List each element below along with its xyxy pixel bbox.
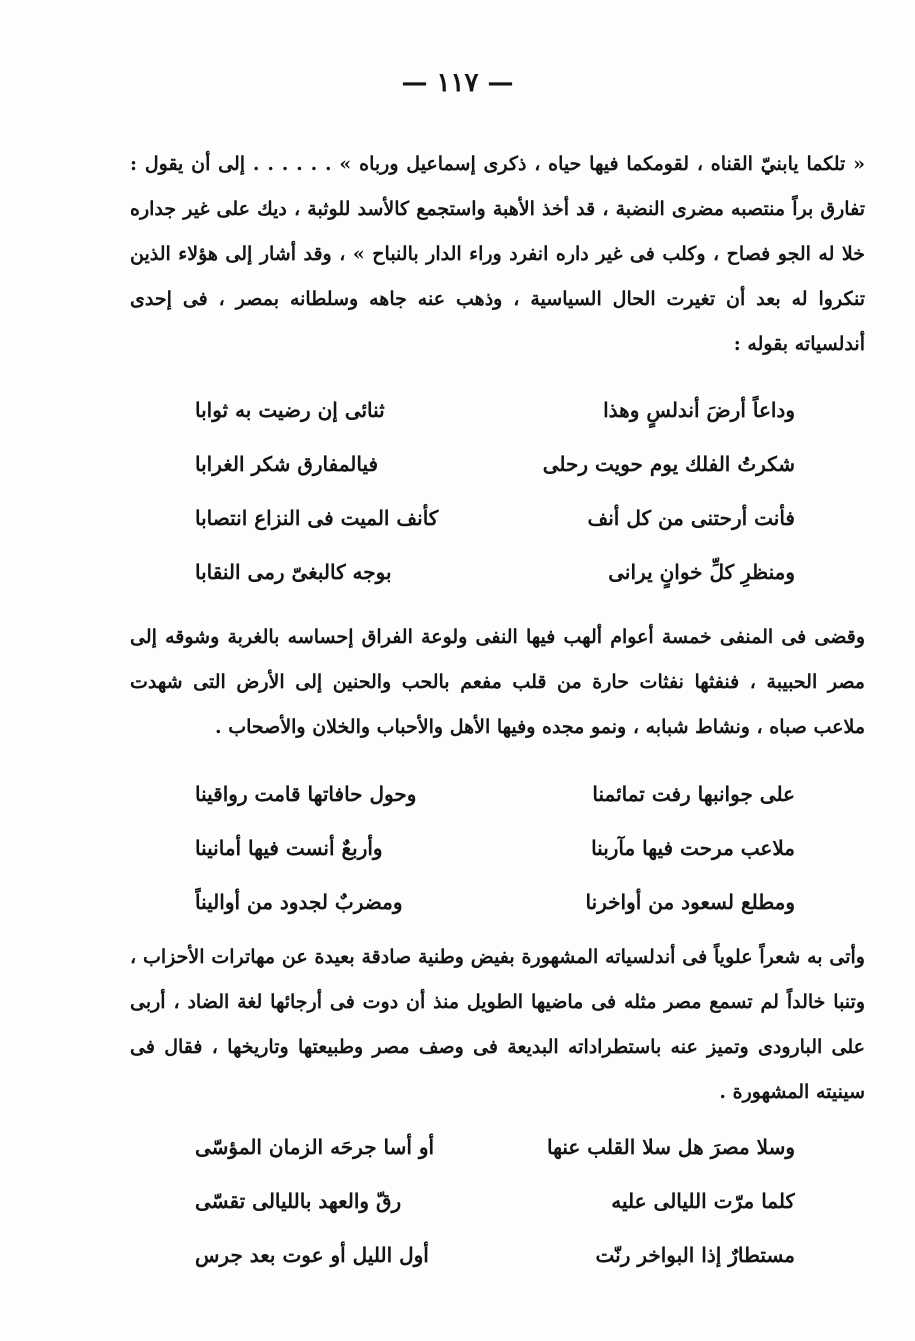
verse-second-hemistich: أول الليل أو عوت بعد جرس — [195, 1243, 429, 1267]
verse — [195, 383, 795, 437]
verse-second-hemistich: وحول حافاتها قامت رواقينا — [195, 782, 417, 806]
poem-3 — [195, 1120, 795, 1282]
verse — [195, 545, 795, 599]
verse-first-hemistich: ملاعب مرحت فيها مآربنا — [591, 836, 795, 860]
verse-first-hemistich: وسلا مصرَ هل سلا القلب عنها — [547, 1135, 795, 1159]
verse — [195, 767, 795, 821]
paragraph-3: وأتى به شعراً علوياً فى أندلسياته المشهورة بفيض وطنية صادقة بعيدة عن مهاترات الأحزاب ، وتنبا خالداً لم تسمع مصر مثله فى ماضيها الطويل منذ أن دوت فى أرجائها لغة الضاد ، أربى على البارودى وتميز عنه باستطراداته البديعة فى وصف مصر وطبيعتها وتاريخها ، فقال فى سينيته المشهورة . — [130, 946, 865, 1103]
verse-second-hemistich: ثنائى إن رضيت به ثوابا — [195, 398, 385, 422]
verse-first-hemistich: وداعاً أرضَ أندلسٍ وهذا — [603, 398, 795, 422]
verse-second-hemistich: كأنف الميت فى النزاع انتصابا — [195, 506, 439, 530]
page-number: — ١١٧ — — [401, 68, 514, 98]
verse-first-hemistich: مستطارٌ إذا البواخر رنّت — [595, 1243, 795, 1267]
verse — [195, 491, 795, 545]
verse-first-hemistich: ومنظرِ كلِّ خوانٍ يرانى — [608, 560, 795, 584]
verse-second-hemistich: ومضربٌ لجدود من أواليناً — [195, 890, 403, 914]
verse — [195, 1120, 795, 1174]
poem-1 — [195, 383, 795, 599]
verse-first-hemistich: شكرتُ الفلك يوم حويت رحلى — [542, 452, 795, 476]
verse — [195, 821, 795, 875]
verse — [195, 875, 795, 929]
paragraph-1: « تلكما يابنيّ القناه ، لقومكما فيها حياه ، ذكرى إسماعيل ورباه » . . . . . . إلى أن يقول : تفارق براً منتصبه مضرى النضبة ، قد أخذ الأهبة واستجمع كالأسد للوثبة ، ديك على غير جداره خلا له الجو فصاح ، وكلب فى غير داره انفرد وراء الدار بالنباح » ، وقد أشار إلى هؤلاء الذين تنكروا له بعد أن تغيرت الحال السياسية ، وذهب عنه جاهه وسلطانه بمصر ، فى إحدى أندلسياته بقوله : — [130, 153, 865, 355]
verse-first-hemistich: ومطلع لسعود من أواخرنا — [585, 890, 795, 914]
poem-2 — [195, 767, 795, 929]
verse-first-hemistich: على جوانبها رفت تمائمنا — [592, 782, 795, 806]
verse-second-hemistich: وأربعٌ أنست فيها أمانينا — [195, 836, 383, 860]
verse-second-hemistich: بوجه كالبغىّ رمى النقابا — [195, 560, 392, 584]
verse — [195, 1228, 795, 1282]
verse-second-hemistich: فيالمفارق شكر الغرابا — [195, 452, 379, 476]
verse-second-hemistich: أو أسا جرحَه الزمان المؤسّى — [195, 1135, 435, 1159]
verse — [195, 1174, 795, 1228]
verse-second-hemistich: رقّ والعهد بالليالى تقسّى — [195, 1189, 402, 1213]
verse — [195, 437, 795, 491]
verse-first-hemistich: كلما مرّت الليالى عليه — [611, 1189, 795, 1213]
paragraph-2: وقضى فى المنفى خمسة أعوام ألهب فيها النفى ولوعة الفراق إحساسه بالغربة وشوقه إلى مصر الحبيبة ، فنفثها نفثات حارة من قلب مفعم بالحب والحنين إلى الأرض التى شهدت ملاعب صباه ، ونشاط شبابه ، ونمو مجده وفيها الأهل والأحباب والخلان والأصحاب . — [130, 626, 866, 738]
verse-first-hemistich: فأنت أرحتنى من كل أنف — [587, 506, 795, 530]
